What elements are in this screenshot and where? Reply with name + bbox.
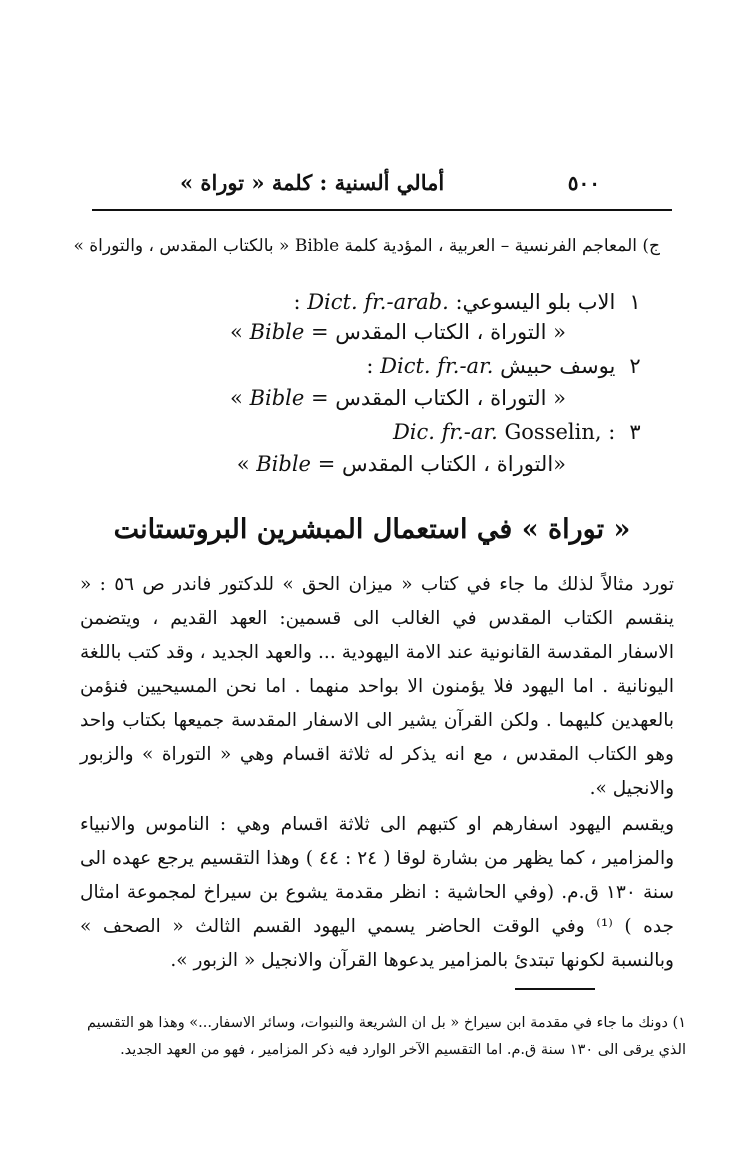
entry-3-source: [393, 420, 648, 444]
header-title: أمالي ألسنية : كلمة « توراة »: [180, 170, 445, 195]
gloss-arabic: «التوراة ، الكتاب المقدس =: [317, 452, 566, 476]
gloss-latin: Bible: [249, 320, 305, 344]
entry-author: Gosselin,: [504, 420, 602, 444]
entry-3-gloss: [237, 452, 566, 476]
gloss-end: »: [236, 452, 250, 476]
section-heading: ج) المعاجم الفرنسية – العربية ، المؤدية كلمة Bible « بالكتاب المقدس ، والتوراة »: [73, 236, 660, 256]
gloss-latin: Bible: [249, 386, 305, 410]
entry-colon: :: [608, 420, 616, 444]
body-paragraph-2: ويقسم اليهود اسفارهم او كتبهم الى ثلاثة اقسام وهي : الناموس والانبياء والمزامير ، كما يظهر من بشارة لوقا ( ٢٤ : ٤٤ ) وهذا التقسيم يرجع عهده الى سنة ١٣٠ ق.م. (وفي الحاشية : انظر مقدمة يشوع بن سيراخ لمجموعة امثال جده ) ⁽¹⁾ وفي الوقت الحاضر يسمي اليهود القسم الثالث « الصحف » وبالنسبة لكونها تبتدئ بالمزامير يدعوها القرآن والانجيل « الزبور ».: [80, 814, 675, 971]
entry-author: الاب بلو اليسوعي:: [455, 290, 616, 314]
entry-2-gloss: [230, 386, 566, 410]
entry-colon: :: [366, 354, 374, 378]
entry-work: Dic. fr.-ar.: [392, 420, 498, 444]
gloss-end: »: [230, 386, 243, 410]
gloss-arabic: « التوراة ، الكتاب المقدس =: [311, 320, 566, 344]
entry-work: Dict. fr.-arab.: [307, 290, 449, 314]
entry-1-gloss: [230, 320, 566, 344]
gloss-end: »: [230, 320, 243, 344]
entry-author: يوسف حبيش: [500, 354, 616, 378]
subsection-title: « توراة » في استعمال المبشرين البروتستانت: [113, 514, 631, 545]
entry-work: Dict. fr.-ar.: [380, 354, 494, 378]
body-paragraph-1: تورد مثالاً لذلك ما جاء في كتاب « ميزان الحق » للدكتور فاندر ص ٥٦ : « ينقسم الكتاب المقدس في الغالب الى قسمين: العهد القديم ، ويتضمن الاسفار المقدسة القانونية عند الامة اليهودية ... والعهد الجديد ، وقد كتب باللغة اليونانية . اما اليهود فلا يؤمنون الا بواحد منهما . اما نحن المسيحيين فنؤمن بالعهدين كليهما . ولكن القرآن يشير الى الاسفار المقدسة جميعها بكتاب واحد وهو الكتاب المقدس ، مع انه يذكر له ثلاثة اقسام وهي « التوراة » والزبور والانجيل ».: [80, 574, 674, 799]
running-header: [180, 170, 600, 195]
entry-number: ٣: [629, 420, 641, 444]
entry-colon: :: [293, 290, 301, 314]
entry-number: ١: [629, 290, 641, 314]
entry-2-source: [366, 354, 648, 378]
footnote-rule: [515, 988, 595, 990]
entry-number: ٢: [629, 354, 641, 378]
footnote: ١) دونك ما جاء في مقدمة ابن سيراخ « بل ان الشريعة والنبوات، وسائر الاسفار...» وهذا هو التقسيم الذي يرقى الى ١٣٠ سنة ق.م. اما التقسيم الآخر الوارد فيه ذكر المزامير ، فهو من العهد الجديد.: [86, 1015, 686, 1058]
page-number: ٥٠٠: [567, 171, 600, 195]
gloss-latin: Bible: [256, 452, 311, 476]
header-rule: [92, 209, 672, 211]
entry-1-source: [293, 290, 648, 314]
gloss-arabic: « التوراة ، الكتاب المقدس =: [311, 386, 566, 410]
